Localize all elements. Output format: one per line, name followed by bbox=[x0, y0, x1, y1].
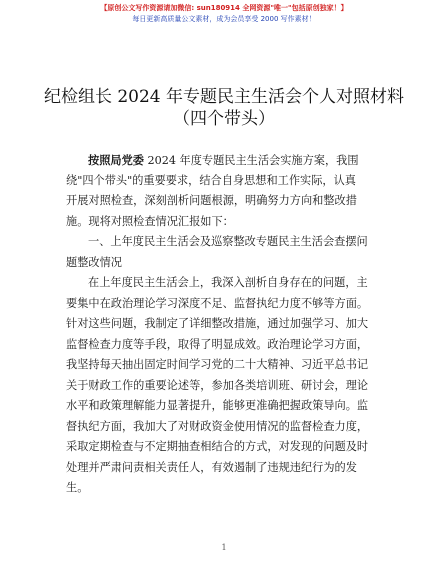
body-line: 督执纪方面，我加大了对财政资金使用情况的监督检查力度， bbox=[66, 419, 369, 433]
body-line: 要集中在政治理论学习深度不足、监督执纪力度不够等方面。 bbox=[66, 296, 369, 310]
body-line: 在上年度民主生活会上，我深入剖析自身存在的问题，主 bbox=[88, 276, 368, 289]
document-title: 纪检组长 2024 年专题民主生活会个人对照材料 bbox=[43, 87, 405, 107]
page-number: 1 bbox=[221, 543, 227, 552]
body-line: 我坚持每天抽出固定时间学习党的二十大精神、习近平总书记 bbox=[66, 358, 369, 371]
body-line: 监督检查力度等手段，取得了明显成效。政治理论学习方面， bbox=[66, 337, 369, 351]
body-line: 生。 bbox=[66, 481, 89, 494]
section-heading-line: 题整改情况 bbox=[66, 255, 122, 269]
body-line: 水平和政策理解能力显著提升，能够更准确把握政策导向。监 bbox=[66, 399, 369, 412]
intro-line bbox=[66, 150, 382, 171]
body-line: 采取定期检查与不定期抽查相结合的方式，对发现的问题及时 bbox=[66, 440, 369, 453]
section-1-body bbox=[66, 273, 382, 499]
promo-banner-line-2[interactable]: 每日更新高质量公文素材，成为会员享受 2000 写作素材！ bbox=[132, 15, 316, 23]
document-subtitle: （四个带头） bbox=[173, 109, 275, 129]
intro-line-text: 2024 年度专题民主生活会实施方案，我围 bbox=[143, 154, 359, 167]
intro-line: 绕"四个带头"的重要要求，结合自身思想和工作实际，认真 bbox=[66, 173, 356, 187]
body-line: 关于财政工作的重要论述等，参加各类培训班、研讨会，理论 bbox=[66, 378, 369, 392]
promo-banner-line-1[interactable]: 【原创公文写作资源请加微信: sun180914 全网资源"唯一"包括原创独家！】 bbox=[100, 4, 348, 12]
section-heading-line: 一、上年度民主生活会及巡察整改专题民主生活会查摆问 bbox=[88, 235, 368, 248]
intro-lead: 按照局党委 bbox=[88, 153, 144, 167]
intro-line: 开展对照检查，深刻剖析问题根源，明确努力方向和整改措 bbox=[66, 194, 357, 207]
body-line: 针对这些问题，我制定了详细整改措施，通过加强学习、加大 bbox=[66, 317, 369, 330]
intro-paragraph bbox=[66, 150, 382, 273]
intro-line: 施。现将对照检查情况汇报如下： bbox=[66, 214, 234, 228]
body-line: 处理并严肃问责相关责任人，有效遏制了违规违纪行为的发 bbox=[66, 460, 357, 474]
